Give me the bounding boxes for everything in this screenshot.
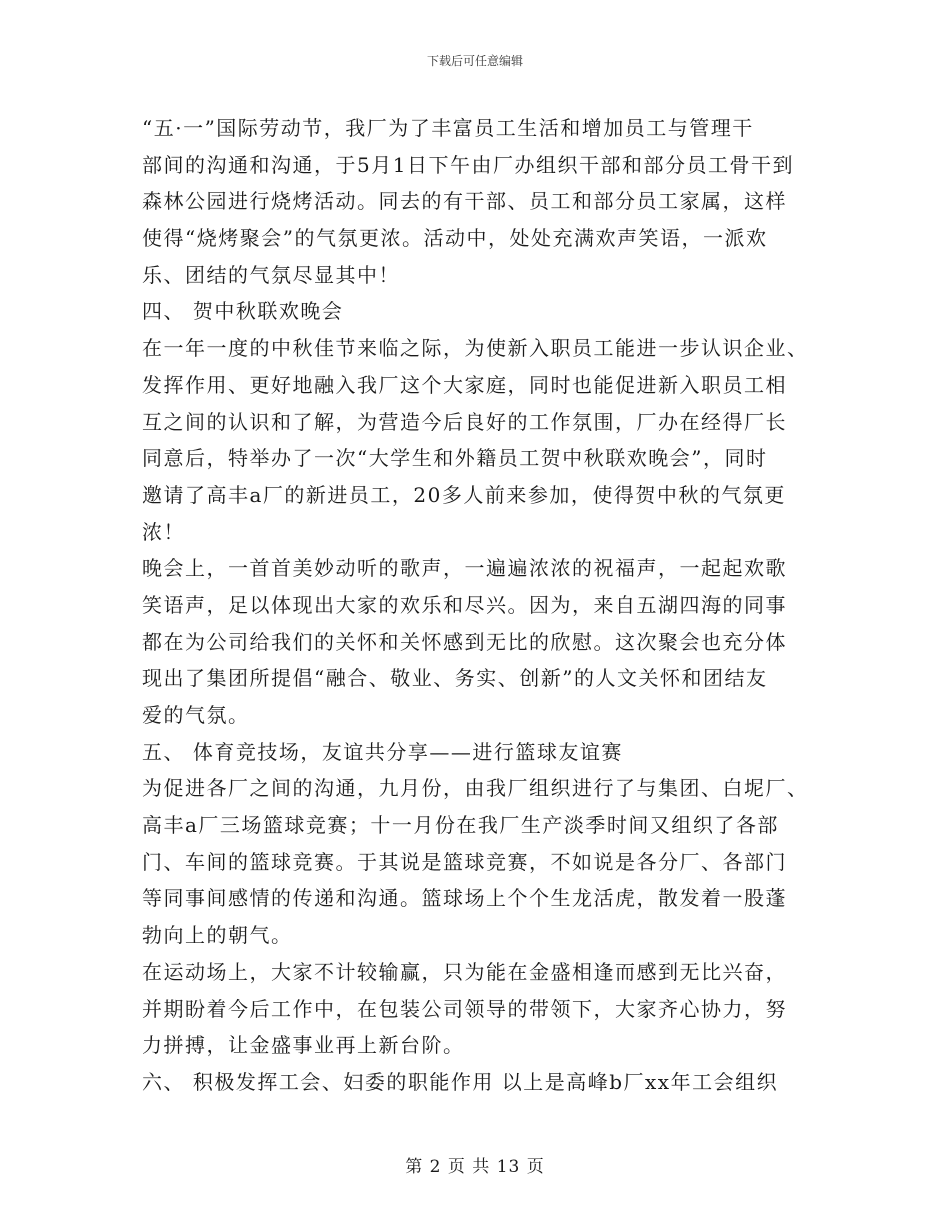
page-header: 下载后可任意编辑 — [426, 54, 523, 68]
section-heading: 四、 贺中秋联欢晚会 — [142, 299, 344, 324]
paragraph-line: 发挥作用、更好地融入我厂这个大家庭，同时也能促进新入职员工相 — [142, 372, 787, 397]
paragraph-line: 浓！ — [142, 519, 185, 544]
paragraph-line: 高丰a厂三场篮球竞赛；十一月份在我厂生产淡季时间又组织了各部 — [142, 813, 779, 838]
paragraph-line: 现出了集团所提倡“融合、敬业、务实、创新”的人文关怀和团结友 — [142, 666, 768, 691]
paragraph-line: 森林公园进行烧烤活动。同去的有干部、员工和部分员工家属，这样 — [142, 189, 787, 214]
document-body — [142, 110, 822, 1101]
section-heading: 六、 积极发挥工会、妇委的职能作用 以上是高峰b厂xx年工会组织 — [142, 1069, 779, 1094]
paragraph-line: 力拼搏，让金盛事业再上新台阶。 — [142, 1033, 465, 1058]
paragraph-line: 笑语声，足以体现出大家的欢乐和尽兴。因为，来自五湖四海的同事 — [142, 592, 787, 617]
section-heading: 五、 体育竞技场，友谊共分享——进行篮球友谊赛 — [142, 739, 623, 764]
paragraph-line: 都在为公司给我们的关怀和关怀感到无比的欣慰。这次聚会也充分体 — [142, 629, 787, 654]
paragraph-line: 部间的沟通和沟通，于5月1日下午由厂办组织干部和部分员工骨干到 — [142, 152, 794, 177]
paragraph-line: 门、车间的篮球竞赛。于其说是篮球竞赛，不如说是各分厂、各部门 — [142, 849, 787, 874]
paragraph-line: 邀请了高丰a厂的新进员工，20多人前来参加，使得贺中秋的气氛更 — [142, 482, 786, 507]
paragraph-line: 爱的气氛。 — [142, 703, 250, 727]
paragraph-line: 乐、团结的气氛尽显其中！ — [142, 262, 400, 287]
paragraph-line: 在一年一度的中秋佳节来临之际，为使新入职员工能进一步认识企业、 — [142, 336, 809, 361]
paragraph-line: 勃向上的朝气。 — [142, 923, 293, 948]
paragraph-line: 在运动场上，大家不计较输赢，只为能在金盛相逢而感到无比兴奋， — [142, 959, 787, 984]
paragraph-line: “五·一”国际劳动节，我厂为了丰富员工生活和增加员工与管理干 — [142, 116, 754, 140]
paragraph-line: 使得“烧烤聚会”的气氛更浓。活动中，处处充满欢声笑语，一派欢 — [142, 226, 768, 251]
paragraph-line: 同意后，特举办了一次“大学生和外籍员工贺中秋联欢晚会”，同时 — [142, 446, 768, 471]
paragraph-line: 等同事间感情的传递和沟通。篮球场上个个生龙活虎，散发着一股蓬 — [142, 886, 787, 911]
paragraph-line: 为促进各厂之间的沟通，九月份，由我厂组织进行了与集团、白坭厂、 — [142, 776, 809, 801]
paragraph-line: 晚会上，一首首美妙动听的歌声，一遍遍浓浓的祝福声，一起起欢歌 — [142, 556, 787, 581]
page-number-footer: 第 2 页 共 13 页 — [405, 1157, 545, 1177]
paragraph-line: 互之间的认识和了解，为营造今后良好的工作氛围，厂办在经得厂长 — [142, 409, 787, 434]
paragraph-line: 并期盼着今后工作中，在包装公司领导的带领下，大家齐心协力，努 — [142, 996, 787, 1021]
